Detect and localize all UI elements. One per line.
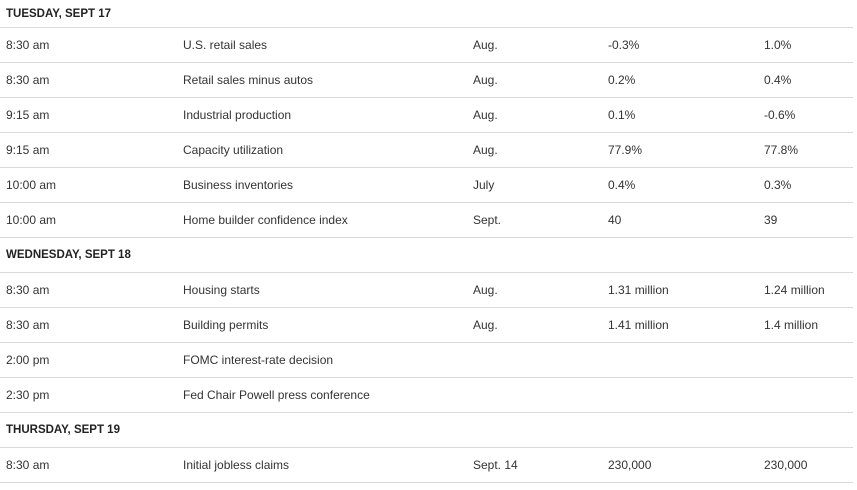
- event-time: 8:30 am: [6, 283, 50, 297]
- event-period: Aug.: [473, 108, 498, 122]
- table-row: [0, 63, 853, 98]
- day-header-label: THURSDAY, SEPT 19: [6, 424, 120, 436]
- table-row: [0, 343, 853, 378]
- event-prior: 1.0%: [764, 38, 792, 52]
- day-header: [0, 413, 853, 448]
- event-name: Capacity utilization: [183, 143, 284, 157]
- event-time: 10:00 am: [6, 213, 57, 227]
- event-period: Aug.: [473, 283, 498, 297]
- event-forecast: 77.9%: [608, 143, 643, 157]
- event-prior: 39: [764, 213, 778, 227]
- event-time: 10:00 am: [6, 178, 57, 192]
- event-name: Housing starts: [183, 283, 260, 297]
- event-period: Sept.: [473, 213, 502, 227]
- table-row: [0, 168, 853, 203]
- event-time: 8:30 am: [6, 73, 50, 87]
- event-prior: 1.4 million: [764, 318, 819, 332]
- table-row: [0, 28, 853, 63]
- event-name: Building permits: [183, 318, 269, 332]
- event-time: 9:15 am: [6, 108, 50, 122]
- event-forecast: 0.1%: [608, 108, 636, 122]
- table-row: [0, 448, 853, 483]
- event-period: Sept. 14: [473, 458, 518, 472]
- day-header-label: TUESDAY, SEPT 17: [6, 7, 112, 20]
- day-header: [0, 238, 853, 273]
- table-row: [0, 273, 853, 308]
- event-name: Business inventories: [183, 178, 294, 192]
- event-name: Industrial production: [183, 108, 292, 122]
- event-period: Aug.: [473, 38, 498, 52]
- table-row: [0, 308, 853, 343]
- event-forecast: 40: [608, 213, 622, 227]
- event-name: FOMC interest-rate decision: [183, 353, 334, 367]
- table-row: [0, 98, 853, 133]
- event-name: Initial jobless claims: [183, 458, 290, 472]
- event-prior: 77.8%: [764, 143, 799, 157]
- event-forecast: -0.3%: [608, 38, 640, 52]
- event-time: 2:00 pm: [6, 353, 50, 367]
- event-forecast: 0.4%: [608, 178, 636, 192]
- event-prior: 0.3%: [764, 178, 792, 192]
- day-header: [0, 0, 853, 28]
- event-prior: 0.4%: [764, 73, 792, 87]
- event-time: 9:15 am: [6, 143, 50, 157]
- event-forecast: 230,000: [608, 458, 652, 472]
- event-period: Aug.: [473, 143, 498, 157]
- table-row: [0, 203, 853, 238]
- event-period: Aug.: [473, 73, 498, 87]
- event-name: Home builder confidence index: [183, 213, 348, 227]
- event-forecast: 1.41 million: [608, 318, 669, 332]
- table-row: [0, 133, 853, 168]
- table-row: [0, 378, 853, 413]
- day-header-label: WEDNESDAY, SEPT 18: [6, 249, 131, 261]
- event-forecast: 1.31 million: [608, 283, 669, 297]
- event-prior: 1.24 million: [764, 283, 825, 297]
- event-period: Aug.: [473, 318, 498, 332]
- event-prior: 230,000: [764, 458, 808, 472]
- event-name: U.S. retail sales: [183, 38, 268, 52]
- event-name: Fed Chair Powell press conference: [183, 388, 370, 402]
- event-time: 2:30 pm: [6, 388, 50, 402]
- event-period: July: [473, 178, 495, 192]
- event-time: 8:30 am: [6, 458, 50, 472]
- event-prior: -0.6%: [764, 108, 796, 122]
- event-time: 8:30 am: [6, 318, 50, 332]
- event-name: Retail sales minus autos: [183, 73, 314, 87]
- event-forecast: 0.2%: [608, 73, 636, 87]
- event-time: 8:30 am: [6, 38, 50, 52]
